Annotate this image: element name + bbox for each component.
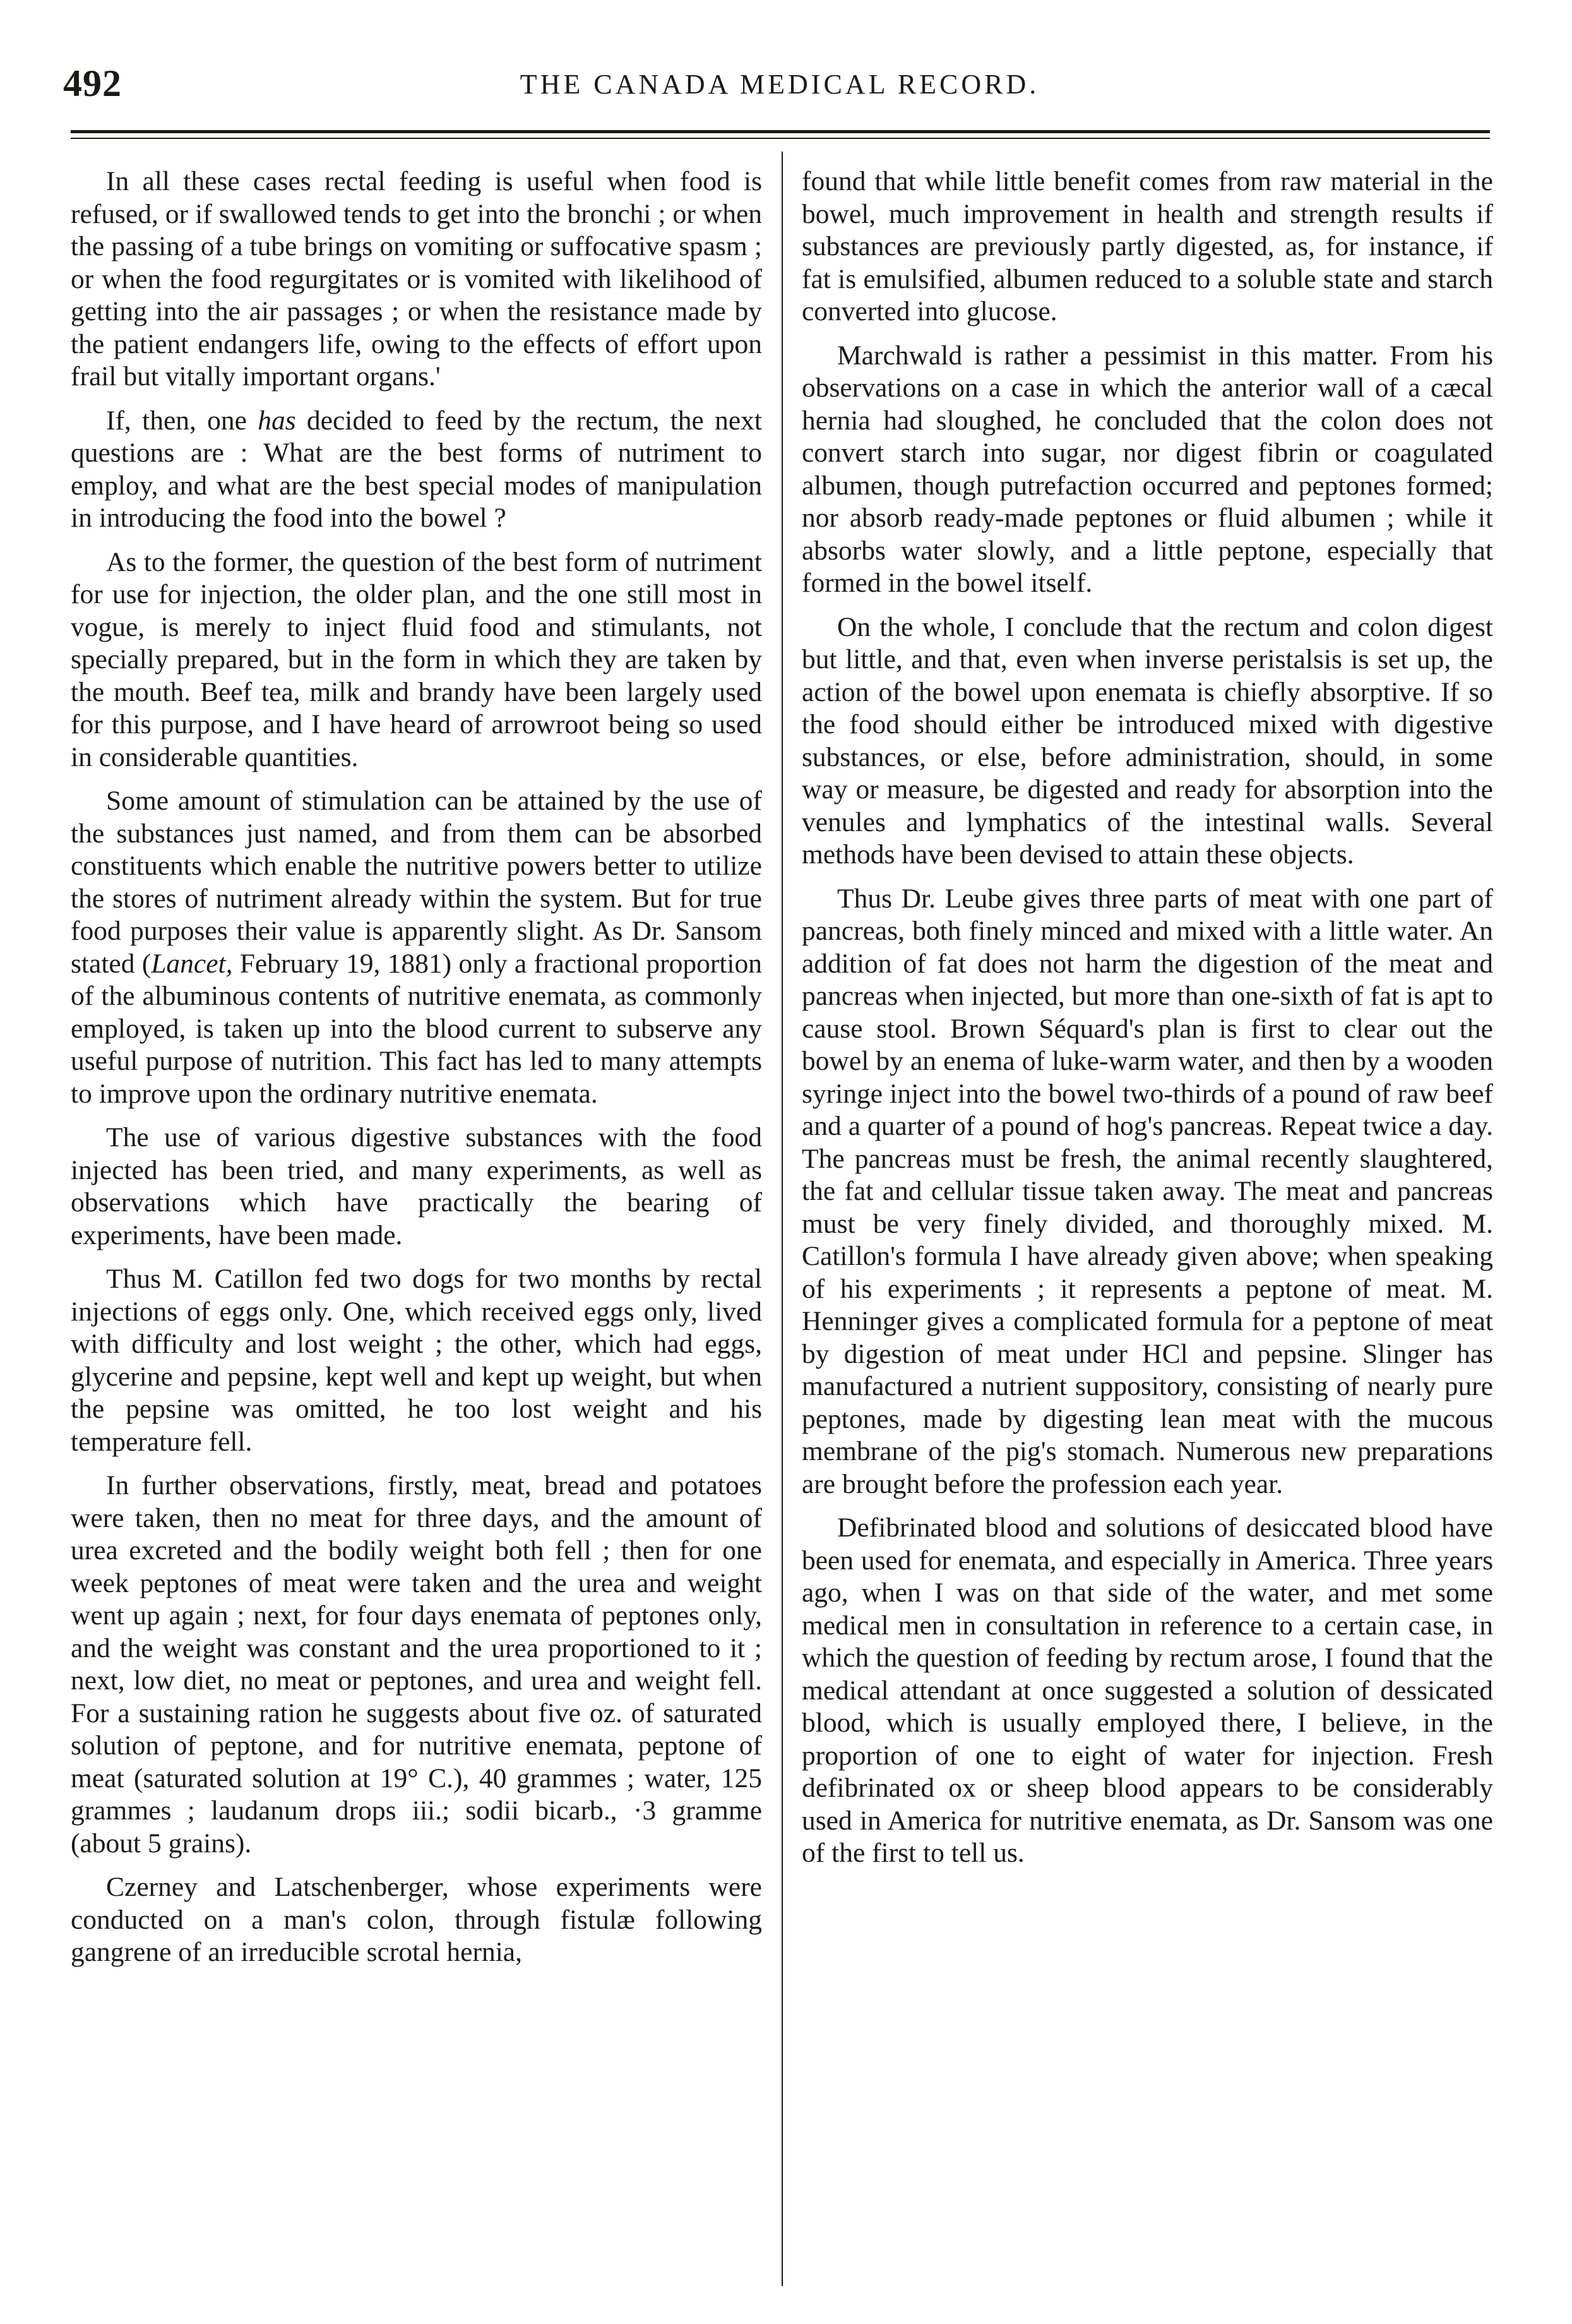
paragraph: Thus M. Catillon fed two dogs for two months by rectal injections of eggs only. One, which received eggs only, lived with difficulty and lost weight ; the other, which had eggs, glycerine and pepsine, kept well and kept up weight, but when the pepsine was omitted, he too lost weight and his temperature fell. [71,1264,762,1457]
page-number: 492 [63,63,122,104]
header-rule-thin [71,138,1490,139]
paragraph: In further observations, firstly, meat, bread and potatoes were taken, then no meat for three days, and the amount of urea excreted and the bodily weight both fell ; then for one week peptones of meat were taken and the urea and weight went up again ; next, for four days enemata of peptones only, and the weight was constant and the urea proportioned to it ; next, low diet, no meat or peptones, and urea and weight fell. For a sustaining ration he suggests about five oz. of saturated solution of peptone, and for nutritive enemata, peptone of meat (saturated solution at 19° C.), 40 grammes ; water, 125 grammes ; laudanum drops iii.; sodii bicarb., ·3 gramme (about 5 grains). [71,1470,762,1859]
column-divider [782,152,783,2286]
paragraph: Marchwald is rather a pessimist in this matter. From his observations on a case in which the anterior wall of a cæcal hernia had sloughed, he concluded that the colon does not convert starch into sugar, nor digest fibrin or coagulated albumen, though putrefaction occurred and peptones formed; nor absorb ready-made peptones or fluid albumen ; while it absorbs water slowly, and a little peptone, especially that formed in the bowel itself. [802,340,1493,598]
emphasis: has [258,405,296,436]
running-title: THE CANADA MEDICAL RECORD. [520,69,1040,100]
header-rule-thick [71,130,1490,133]
left-column [71,165,762,1980]
paragraph: On the whole, I conclude that the rectum and colon digest but little, and that, even when inverse peristalsis is set up, the action of the bowel upon enemata is chiefly absorptive. If so the food should either be introduced mixed with digestive substances, or else, before administration, should, in some way or measure, be digested and ready for absorption into the venules and lymphatics of the intestinal walls. Several methods have been devised to attain these objects. [802,611,1493,870]
page-header [63,62,1496,112]
paragraph-continued: found that while little benefit comes from raw material in the bowel, much improvement in health and strength results if substances are previously partly digested, as, for instance, if fat is emulsified, albumen reduced to a soluble state and starch converted into glucose. [802,166,1493,326]
journal-citation: Lancet, [151,948,233,979]
paragraph: As to the former, the question of the best form of nutriment for use for injection, the older plan, and the one still most in vogue, is merely to inject fluid food and stimulants, not specially prepared, but in the form in which they are taken by the mouth. Beef tea, milk and brandy have been largely used for this purpose, and I have heard of arrowroot being so used in considerable quantities. [71,546,762,772]
paragraph: In all these cases rectal feeding is useful when food is refused, or if swallowed tends to get into the bronchi ; or when the passing of a tube brings on vomiting or suffocative spasm ; or when the food regurgitates or is vomited with likelihood of getting into the air passages ; or when the resistance made by the patient endangers life, owing to the effects of effort upon frail but vitally important organs.' [71,166,762,392]
paragraph: The use of various digestive substances with the food injected has been tried, and many experiments, as well as observations which have practically the bearing of experiments, have been made. [71,1122,762,1250]
paragraph: Some amount of stimulation can be attained by the use of the substances just named, and from them can be absorbed constituents which enable the nutritive powers better to utilize the stores of nutriment already within the system. But for true food purposes their value is apparently slight. As Dr. Sansom stated (Lancet, February 19, 1881) only a fractional proportion of the albuminous contents of nutritive enemata, as commonly employed, is taken up into the blood current to subserve any useful purpose of nutrition. This fact has led to many attempts to improve upon the ordinary nutritive enemata. [71,786,763,1109]
paragraph: If, then, one has decided to feed by the rectum, the next questions are : What are the best forms of nutriment to employ, and what are the best special modes of manipulation in introducing the food into the bowel ? [71,405,762,533]
paragraph: Thus Dr. Leube gives three parts of meat with one part of pancreas, both finely minced and mixed with a little water. An addition of fat does not harm the digestion of the meat and pancreas when injected, but more than one-sixth of fat is apt to cause stool. Brown Séquard's plan is first to clear out the bowel by an enema of luke-warm water, and then by a wooden syringe inject into the bowel two-thirds of a pound of raw beef and a quarter of a pound of hog's pancreas. Repeat twice a day. The pancreas must be fresh, the animal recently slaughtered, the fat and cellular tissue taken away. The meat and pancreas must be very finely divided, and thoroughly mixed. M. Catillon's formula I have already given above; when speaking of his experiments ; it represents a peptone of meat. M. Henninger gives a complicated formula for a peptone of meat by digestion of meat under HCl and pepsine. Slinger has manufactured a nutrient suppository, consisting of nearly pure peptones, made by digesting lean meat with the mucous membrane of the pig's stomach. Numerous new preparations are brought before the profession each year. [802,883,1493,1499]
paragraph: Defibrinated blood and solutions of desiccated blood have been used for enemata, and especially in America. Three years ago, when I was on that side of the water, and met some medical men in consultation in reference to a certain case, in which the question of feeding by rectum arose, I found that the medical attendant at once suggested a solution of dessicated blood, which is usually employed there, I believe, in the proportion of one to eight of water for injection. Fresh defibrinated ox or sheep blood appears to be considerably used in America for nutritive enemata, as Dr. Sansom was one of the first to tell us. [802,1512,1493,1868]
right-column [802,165,1493,1881]
paragraph: Czerney and Latschenberger, whose experiments were conducted on a man's colon, through fistulæ following gangrene of an irreducible scrotal hernia, [71,1872,762,1967]
